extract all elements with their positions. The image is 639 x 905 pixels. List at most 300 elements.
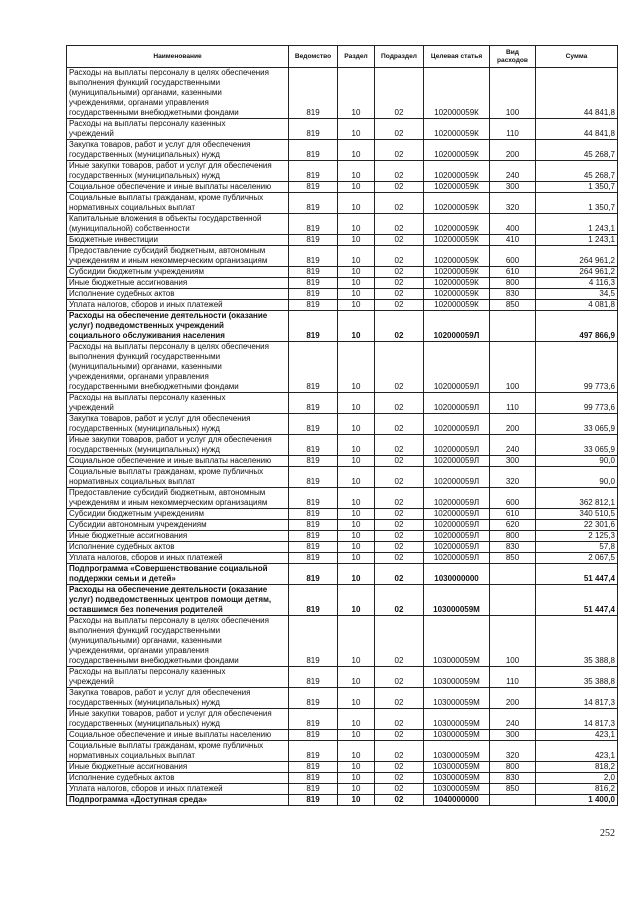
table-row xyxy=(67,488,618,509)
row-dept: 819 xyxy=(289,267,338,278)
row-target: 103000059М xyxy=(424,730,490,741)
row-section: 10 xyxy=(338,311,375,342)
row-amount: 423,1 xyxy=(536,730,618,741)
row-name-line: Бюджетные инвестиции xyxy=(69,235,158,244)
row-dept: 819 xyxy=(289,553,338,564)
row-target: 102000059Л xyxy=(424,393,490,414)
row-name xyxy=(67,193,289,214)
row-amount: 362 812,1 xyxy=(536,488,618,509)
row-exp-type: 240 xyxy=(490,435,536,456)
row-name-line: (муниципальной) собственности xyxy=(69,224,190,233)
row-name xyxy=(67,300,289,311)
row-target: 102000059К xyxy=(424,193,490,214)
row-target: 102000059К xyxy=(424,289,490,300)
row-subsection: 02 xyxy=(375,741,424,762)
row-section: 10 xyxy=(338,435,375,456)
row-name xyxy=(67,762,289,773)
row-subsection: 02 xyxy=(375,531,424,542)
row-exp-type: 110 xyxy=(490,119,536,140)
row-dept: 819 xyxy=(289,467,338,488)
row-section: 10 xyxy=(338,193,375,214)
row-name-line: Уплата налогов, сборов и иных платежей xyxy=(69,300,223,309)
row-amount: 2 067,5 xyxy=(536,553,618,564)
row-target: 102000059К xyxy=(424,267,490,278)
row-name xyxy=(67,553,289,564)
row-section: 10 xyxy=(338,564,375,585)
row-subsection: 02 xyxy=(375,68,424,119)
row-name-line: Подпрограмма «Совершенствование социальной xyxy=(69,564,268,573)
table-row xyxy=(67,730,618,741)
row-name xyxy=(67,542,289,553)
table-row xyxy=(67,762,618,773)
row-dept: 819 xyxy=(289,730,338,741)
row-exp-type: 320 xyxy=(490,193,536,214)
header-subsection: Подраздел xyxy=(375,46,424,68)
table-row xyxy=(67,542,618,553)
table-row xyxy=(67,616,618,667)
row-subsection: 02 xyxy=(375,667,424,688)
row-amount: 2 125,3 xyxy=(536,531,618,542)
row-section: 10 xyxy=(338,140,375,161)
row-exp-type: 600 xyxy=(490,246,536,267)
table-row xyxy=(67,246,618,267)
row-section: 10 xyxy=(338,467,375,488)
row-subsection: 02 xyxy=(375,709,424,730)
row-target: 102000059К xyxy=(424,68,490,119)
row-exp-type: 100 xyxy=(490,68,536,119)
row-target: 102000059К xyxy=(424,300,490,311)
row-dept: 819 xyxy=(289,688,338,709)
row-dept: 819 xyxy=(289,616,338,667)
row-name-line: Социальное обеспечение и иные выплаты населению xyxy=(69,182,272,191)
row-name-line: Расходы на обеспечение деятельности (оказание xyxy=(69,311,268,320)
row-amount: 44 841,8 xyxy=(536,119,618,140)
row-subsection: 02 xyxy=(375,773,424,784)
header-target: Целевая статья xyxy=(424,46,490,68)
row-amount: 1 400,0 xyxy=(536,795,618,806)
table-row xyxy=(67,68,618,119)
row-name-line: учреждениями, органами управления xyxy=(69,372,209,381)
row-exp-type: 300 xyxy=(490,182,536,193)
row-dept: 819 xyxy=(289,520,338,531)
row-name xyxy=(67,414,289,435)
row-section: 10 xyxy=(338,488,375,509)
table-body xyxy=(67,68,618,806)
row-name-line: Закупка товаров, работ и услуг для обеспечения xyxy=(69,140,251,149)
table-row xyxy=(67,773,618,784)
row-name-line: учреждениями, органами управления xyxy=(69,646,209,655)
row-name-line: Уплата налогов, сборов и иных платежей xyxy=(69,784,223,793)
row-subsection: 02 xyxy=(375,730,424,741)
row-exp-type: 620 xyxy=(490,520,536,531)
row-exp-type: 800 xyxy=(490,531,536,542)
table-row xyxy=(67,342,618,393)
row-exp-type: 800 xyxy=(490,762,536,773)
row-name-line: Иные закупки товаров, работ и услуг для обеспечения xyxy=(69,709,272,718)
row-name-line: оставшимся без попечения родителей xyxy=(69,605,223,614)
table-row xyxy=(67,182,618,193)
row-name-line: Иные закупки товаров, работ и услуг для обеспечения xyxy=(69,161,272,170)
row-target: 103000059М xyxy=(424,688,490,709)
row-name-line: государственных (муниципальных) нужд xyxy=(69,698,220,707)
row-dept: 819 xyxy=(289,456,338,467)
row-dept: 819 xyxy=(289,342,338,393)
row-subsection: 02 xyxy=(375,435,424,456)
row-section: 10 xyxy=(338,300,375,311)
row-dept: 819 xyxy=(289,289,338,300)
table-row xyxy=(67,520,618,531)
row-name-line: государственных (муниципальных) нужд xyxy=(69,171,220,180)
row-name-line: Исполнение судебных актов xyxy=(69,773,175,782)
row-name xyxy=(67,246,289,267)
row-name xyxy=(67,182,289,193)
row-section: 10 xyxy=(338,267,375,278)
row-dept: 819 xyxy=(289,246,338,267)
row-exp-type: 850 xyxy=(490,784,536,795)
row-subsection: 02 xyxy=(375,193,424,214)
row-amount: 423,1 xyxy=(536,741,618,762)
table-row xyxy=(67,435,618,456)
row-amount: 264 961,2 xyxy=(536,267,618,278)
row-target: 102000059Л xyxy=(424,531,490,542)
table-row xyxy=(67,467,618,488)
row-amount: 264 961,2 xyxy=(536,246,618,267)
row-exp-type: 830 xyxy=(490,289,536,300)
row-subsection: 02 xyxy=(375,585,424,616)
row-exp-type xyxy=(490,585,536,616)
row-dept: 819 xyxy=(289,278,338,289)
row-target: 102000059К xyxy=(424,119,490,140)
table-row xyxy=(67,300,618,311)
row-name-line: поддержки семьи и детей» xyxy=(69,574,176,583)
row-name xyxy=(67,688,289,709)
row-subsection: 02 xyxy=(375,267,424,278)
row-subsection: 02 xyxy=(375,311,424,342)
row-section: 10 xyxy=(338,553,375,564)
row-exp-type: 110 xyxy=(490,393,536,414)
row-amount: 44 841,8 xyxy=(536,68,618,119)
row-section: 10 xyxy=(338,688,375,709)
row-name xyxy=(67,509,289,520)
row-name-line: государственными внебюджетными фондами xyxy=(69,108,239,117)
row-target: 103000059М xyxy=(424,773,490,784)
row-exp-type: 610 xyxy=(490,509,536,520)
row-amount: 4 081,8 xyxy=(536,300,618,311)
row-name xyxy=(67,214,289,235)
row-target: 102000059К xyxy=(424,140,490,161)
row-subsection: 02 xyxy=(375,246,424,267)
row-exp-type: 240 xyxy=(490,161,536,182)
row-section: 10 xyxy=(338,531,375,542)
row-target: 102000059К xyxy=(424,182,490,193)
row-name xyxy=(67,616,289,667)
row-name-line: Расходы на выплаты персоналу казенных xyxy=(69,667,226,676)
row-subsection: 02 xyxy=(375,795,424,806)
row-exp-type: 830 xyxy=(490,773,536,784)
row-name-line: государственных (муниципальных) нужд xyxy=(69,719,220,728)
row-target: 102000059Л xyxy=(424,542,490,553)
row-section: 10 xyxy=(338,616,375,667)
row-dept: 819 xyxy=(289,311,338,342)
row-name-line: Социальные выплаты гражданам, кроме публичных xyxy=(69,467,264,476)
row-amount: 57,8 xyxy=(536,542,618,553)
row-name-line: Расходы на выплаты персоналу в целях обеспечения xyxy=(69,68,269,77)
row-name-line: учреждениями, органами управления xyxy=(69,98,209,107)
row-name-line: нормативных социальных выплат xyxy=(69,203,196,212)
row-dept: 819 xyxy=(289,300,338,311)
row-subsection: 02 xyxy=(375,393,424,414)
row-subsection: 02 xyxy=(375,488,424,509)
row-section: 10 xyxy=(338,393,375,414)
row-dept: 819 xyxy=(289,488,338,509)
row-name xyxy=(67,585,289,616)
table-row xyxy=(67,784,618,795)
row-subsection: 02 xyxy=(375,762,424,773)
row-target: 102000059Л xyxy=(424,456,490,467)
row-subsection: 02 xyxy=(375,278,424,289)
table-row xyxy=(67,311,618,342)
row-dept: 819 xyxy=(289,585,338,616)
row-subsection: 02 xyxy=(375,467,424,488)
row-subsection: 02 xyxy=(375,300,424,311)
row-amount: 34,5 xyxy=(536,289,618,300)
row-name xyxy=(67,467,289,488)
row-dept: 819 xyxy=(289,741,338,762)
row-name xyxy=(67,488,289,509)
row-amount: 99 773,6 xyxy=(536,393,618,414)
row-amount: 14 817,3 xyxy=(536,709,618,730)
row-name-line: Предоставление субсидий бюджетным, автономным xyxy=(69,488,266,497)
row-name-line: выполнения функций государственными xyxy=(69,78,221,87)
row-subsection: 02 xyxy=(375,414,424,435)
row-exp-type: 610 xyxy=(490,267,536,278)
row-name xyxy=(67,140,289,161)
row-subsection: 02 xyxy=(375,456,424,467)
row-exp-type: 110 xyxy=(490,667,536,688)
row-target: 102000059Л xyxy=(424,414,490,435)
row-name-line: государственных (муниципальных) нужд xyxy=(69,150,220,159)
row-name xyxy=(67,709,289,730)
row-target: 102000059К xyxy=(424,161,490,182)
row-dept: 819 xyxy=(289,762,338,773)
table-row xyxy=(67,235,618,246)
table-row xyxy=(67,393,618,414)
row-section: 10 xyxy=(338,741,375,762)
row-name xyxy=(67,161,289,182)
row-dept: 819 xyxy=(289,509,338,520)
row-section: 10 xyxy=(338,182,375,193)
row-amount: 90,0 xyxy=(536,467,618,488)
row-name xyxy=(67,289,289,300)
row-target: 102000059Л xyxy=(424,435,490,456)
table-row xyxy=(67,585,618,616)
row-subsection: 02 xyxy=(375,289,424,300)
row-exp-type xyxy=(490,311,536,342)
row-exp-type: 200 xyxy=(490,688,536,709)
row-section: 10 xyxy=(338,542,375,553)
row-amount: 2,0 xyxy=(536,773,618,784)
row-target: 102000059Л xyxy=(424,467,490,488)
row-amount: 816,2 xyxy=(536,784,618,795)
row-dept: 819 xyxy=(289,235,338,246)
row-name-line: учреждений xyxy=(69,129,114,138)
row-name-line: Уплата налогов, сборов и иных платежей xyxy=(69,553,223,562)
header-section: Раздел xyxy=(338,46,375,68)
row-exp-type: 850 xyxy=(490,300,536,311)
table-row xyxy=(67,214,618,235)
row-exp-type: 100 xyxy=(490,616,536,667)
table-row xyxy=(67,741,618,762)
row-amount: 340 510,5 xyxy=(536,509,618,520)
row-name-line: Расходы на выплаты персоналу казенных xyxy=(69,119,226,128)
row-subsection: 02 xyxy=(375,342,424,393)
row-section: 10 xyxy=(338,773,375,784)
row-exp-type: 800 xyxy=(490,278,536,289)
table-row xyxy=(67,278,618,289)
row-target: 102000059К xyxy=(424,246,490,267)
row-name xyxy=(67,564,289,585)
row-name-line: (муниципальными) органами, казенными xyxy=(69,88,222,97)
row-subsection: 02 xyxy=(375,688,424,709)
row-section: 10 xyxy=(338,342,375,393)
table-row xyxy=(67,509,618,520)
row-name-line: Социальное обеспечение и иные выплаты населению xyxy=(69,730,272,739)
row-subsection: 02 xyxy=(375,119,424,140)
row-target: 1040000000 xyxy=(424,795,490,806)
row-section: 10 xyxy=(338,456,375,467)
row-dept: 819 xyxy=(289,119,338,140)
row-name-line: Предоставление субсидий бюджетным, автономным xyxy=(69,246,266,255)
row-amount: 1 243,1 xyxy=(536,235,618,246)
table-row xyxy=(67,414,618,435)
row-subsection: 02 xyxy=(375,553,424,564)
row-name xyxy=(67,342,289,393)
row-subsection: 02 xyxy=(375,616,424,667)
row-target: 103000059М xyxy=(424,784,490,795)
row-name-line: государственных (муниципальных) нужд xyxy=(69,424,220,433)
row-subsection: 02 xyxy=(375,564,424,585)
row-section: 10 xyxy=(338,709,375,730)
row-target: 103000059М xyxy=(424,616,490,667)
row-exp-type: 300 xyxy=(490,730,536,741)
row-target: 103000059М xyxy=(424,762,490,773)
row-section: 10 xyxy=(338,667,375,688)
row-name xyxy=(67,456,289,467)
row-exp-type: 100 xyxy=(490,342,536,393)
row-name xyxy=(67,741,289,762)
row-name-line: Социальное обеспечение и иные выплаты населению xyxy=(69,456,272,465)
row-exp-type xyxy=(490,795,536,806)
row-target: 102000059К xyxy=(424,278,490,289)
row-subsection: 02 xyxy=(375,161,424,182)
row-exp-type: 320 xyxy=(490,467,536,488)
row-name-line: Подпрограмма «Доступная среда» xyxy=(69,795,208,804)
row-amount: 818,2 xyxy=(536,762,618,773)
row-name-line: нормативных социальных выплат xyxy=(69,477,196,486)
row-name xyxy=(67,520,289,531)
row-name-line: Расходы на выплаты персоналу в целях обеспечения xyxy=(69,342,269,351)
row-subsection: 02 xyxy=(375,140,424,161)
row-name-line: (муниципальными) органами, казенными xyxy=(69,362,222,371)
row-section: 10 xyxy=(338,585,375,616)
row-exp-type xyxy=(490,564,536,585)
row-subsection: 02 xyxy=(375,214,424,235)
row-section: 10 xyxy=(338,68,375,119)
row-name-line: Исполнение судебных актов xyxy=(69,542,175,551)
row-name-line: Иные бюджетные ассигнования xyxy=(69,278,188,287)
row-name-line: Субсидии бюджетным учреждениям xyxy=(69,267,204,276)
row-target: 103000059М xyxy=(424,585,490,616)
row-name-line: Социальные выплаты гражданам, кроме публичных xyxy=(69,741,264,750)
header-dept: Ведомство xyxy=(289,46,338,68)
row-subsection: 02 xyxy=(375,182,424,193)
row-target: 1030000000 xyxy=(424,564,490,585)
row-dept: 819 xyxy=(289,773,338,784)
row-subsection: 02 xyxy=(375,542,424,553)
row-dept: 819 xyxy=(289,393,338,414)
table-row xyxy=(67,119,618,140)
row-name-line: социального обслуживания населения xyxy=(69,331,225,340)
row-dept: 819 xyxy=(289,193,338,214)
row-section: 10 xyxy=(338,509,375,520)
row-target: 102000059К xyxy=(424,235,490,246)
row-amount: 1 350,7 xyxy=(536,193,618,214)
row-section: 10 xyxy=(338,795,375,806)
row-target: 102000059К xyxy=(424,214,490,235)
row-exp-type: 200 xyxy=(490,414,536,435)
row-dept: 819 xyxy=(289,709,338,730)
budget-table xyxy=(66,45,618,806)
table-row xyxy=(67,140,618,161)
table-row xyxy=(67,267,618,278)
row-name-line: Исполнение судебных актов xyxy=(69,289,175,298)
row-name-line: Расходы на выплаты персоналу казенных xyxy=(69,393,226,402)
row-dept: 819 xyxy=(289,542,338,553)
row-name xyxy=(67,68,289,119)
row-dept: 819 xyxy=(289,435,338,456)
row-amount: 35 388,8 xyxy=(536,616,618,667)
table-row xyxy=(67,688,618,709)
header-row xyxy=(67,46,618,68)
row-name-line: Иные бюджетные ассигнования xyxy=(69,531,188,540)
row-section: 10 xyxy=(338,161,375,182)
row-name xyxy=(67,795,289,806)
row-name xyxy=(67,278,289,289)
row-exp-type: 600 xyxy=(490,488,536,509)
row-section: 10 xyxy=(338,289,375,300)
row-name xyxy=(67,311,289,342)
row-dept: 819 xyxy=(289,140,338,161)
row-name-line: Иные бюджетные ассигнования xyxy=(69,762,188,771)
row-section: 10 xyxy=(338,246,375,267)
row-amount: 1 350,7 xyxy=(536,182,618,193)
row-name-line: выполнения функций государственными xyxy=(69,352,221,361)
row-amount: 14 817,3 xyxy=(536,688,618,709)
table-row xyxy=(67,795,618,806)
row-amount: 45 268,7 xyxy=(536,140,618,161)
row-amount: 33 065,9 xyxy=(536,414,618,435)
row-exp-type: 400 xyxy=(490,214,536,235)
row-amount: 497 866,9 xyxy=(536,311,618,342)
row-name-line: услуг) подведомственных центров помощи детям, xyxy=(69,595,272,604)
row-section: 10 xyxy=(338,730,375,741)
row-section: 10 xyxy=(338,762,375,773)
row-name-line: государственными внебюджетными фондами xyxy=(69,656,239,665)
table-row xyxy=(67,709,618,730)
table-row xyxy=(67,667,618,688)
row-name-line: учреждениям и иным некоммерческим организациям xyxy=(69,256,268,265)
row-name-line: (муниципальными) органами, казенными xyxy=(69,636,222,645)
